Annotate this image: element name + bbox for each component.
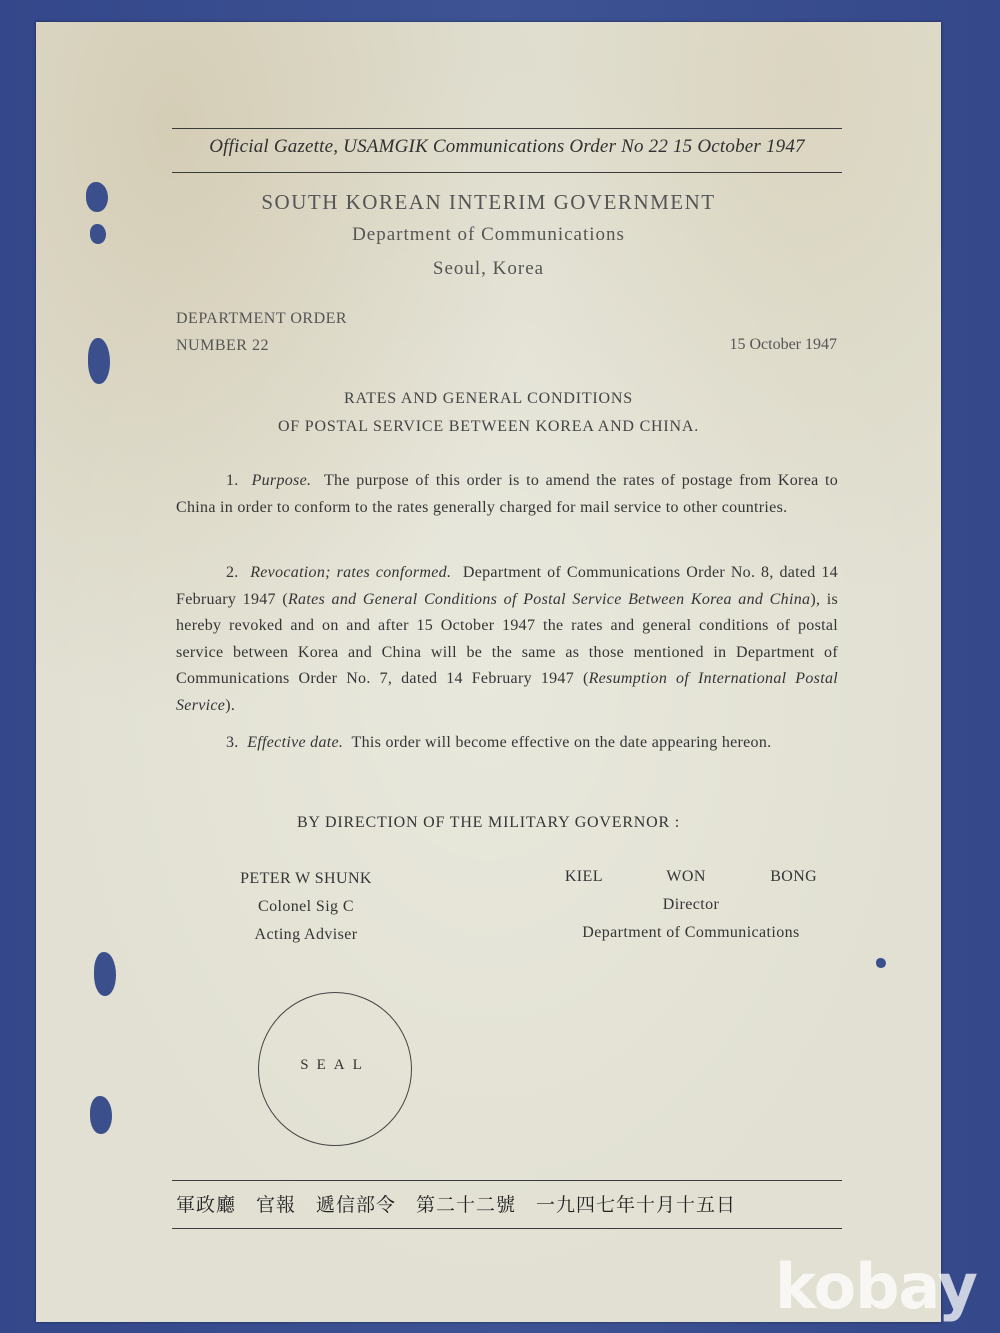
header-rule-top — [172, 128, 842, 129]
punch-hole — [94, 952, 116, 996]
location: Seoul, Korea — [432, 258, 545, 279]
punch-hole — [90, 1096, 112, 1134]
paragraph-revocation — [176, 560, 838, 719]
paragraph-text: ). — [225, 696, 236, 714]
paragraph-text: ), is hereby revoked and on and after 15 October 1947 the rates and general conditions of postal service between Korea and China will be the same as those mentioned in Department of Communications Order No. 7, dated 14 February 1947 ( — [176, 590, 839, 687]
watermark-logo: kobay — [775, 1250, 977, 1323]
paragraph-text: The purpose of this order is to amend the rates of postage from Korea to China in order to conform to the rates generally charged for mail service to other countries. — [176, 472, 839, 516]
left-signatory-title: Acting Adviser — [254, 926, 358, 943]
paragraph-number: 1. — [226, 472, 239, 489]
right-signatory-department: Department of Communications — [582, 924, 800, 941]
paragraph-number: 3. — [226, 734, 239, 751]
cited-order-title: Rates and General Conditions of Postal Service Between Korea and China — [287, 590, 811, 608]
title-line-1: RATES AND GENERAL CONDITIONS — [344, 390, 633, 407]
paragraph-text: This order will become effective on the date appearing hereon. — [351, 734, 772, 751]
header-rule-bottom — [172, 172, 842, 173]
right-signatory-name: KIEL WON BONG — [564, 868, 818, 885]
title-line-2: OF POSTAL SERVICE BETWEEN KOREA AND CHINA. — [277, 418, 700, 435]
order-label: DEPARTMENT ORDER — [176, 310, 348, 327]
paragraph-heading: Effective date. — [247, 734, 344, 751]
gazette-header: Official Gazette, USAMGIK Communications Order No 22 15 October 1947 — [209, 136, 805, 157]
cited-order-title: Resumption of International Postal Service — [176, 670, 838, 714]
government-name: SOUTH KOREAN INTERIM GOVERNMENT — [261, 190, 716, 214]
left-signatory-name: PETER W SHUNK — [240, 870, 372, 887]
punch-hole — [876, 958, 886, 968]
footer-rule-bottom — [172, 1228, 842, 1229]
right-signatory-title: Director — [662, 896, 720, 913]
document-page — [36, 22, 941, 1322]
seal-label: SEAL — [300, 1057, 370, 1073]
punch-hole — [88, 338, 110, 384]
order-number: NUMBER 22 — [176, 337, 269, 354]
seal-circle — [258, 992, 412, 1146]
paragraph-text: Department of Communications Order No. 8, dated 14 February 1947 ( — [176, 564, 838, 608]
department-name: Department of Communications — [352, 224, 625, 245]
paragraph-heading: Revocation; rates conformed. — [250, 564, 452, 581]
paragraph-heading: Purpose. — [251, 472, 312, 489]
order-date: 15 October 1947 — [729, 336, 837, 353]
footer-rule-top — [172, 1180, 842, 1181]
left-signatory-rank: Colonel Sig C — [258, 898, 354, 915]
paragraph-number: 2. — [226, 564, 239, 581]
footer-cjk-line: 軍政廳 官報 遞信部令 第二十二號 一九四七年十月十五日 — [176, 1194, 737, 1216]
paragraph-effective-date — [176, 730, 838, 757]
direction-line: BY DIRECTION OF THE MILITARY GOVERNOR : — [296, 814, 681, 831]
paragraph-purpose — [176, 468, 838, 521]
